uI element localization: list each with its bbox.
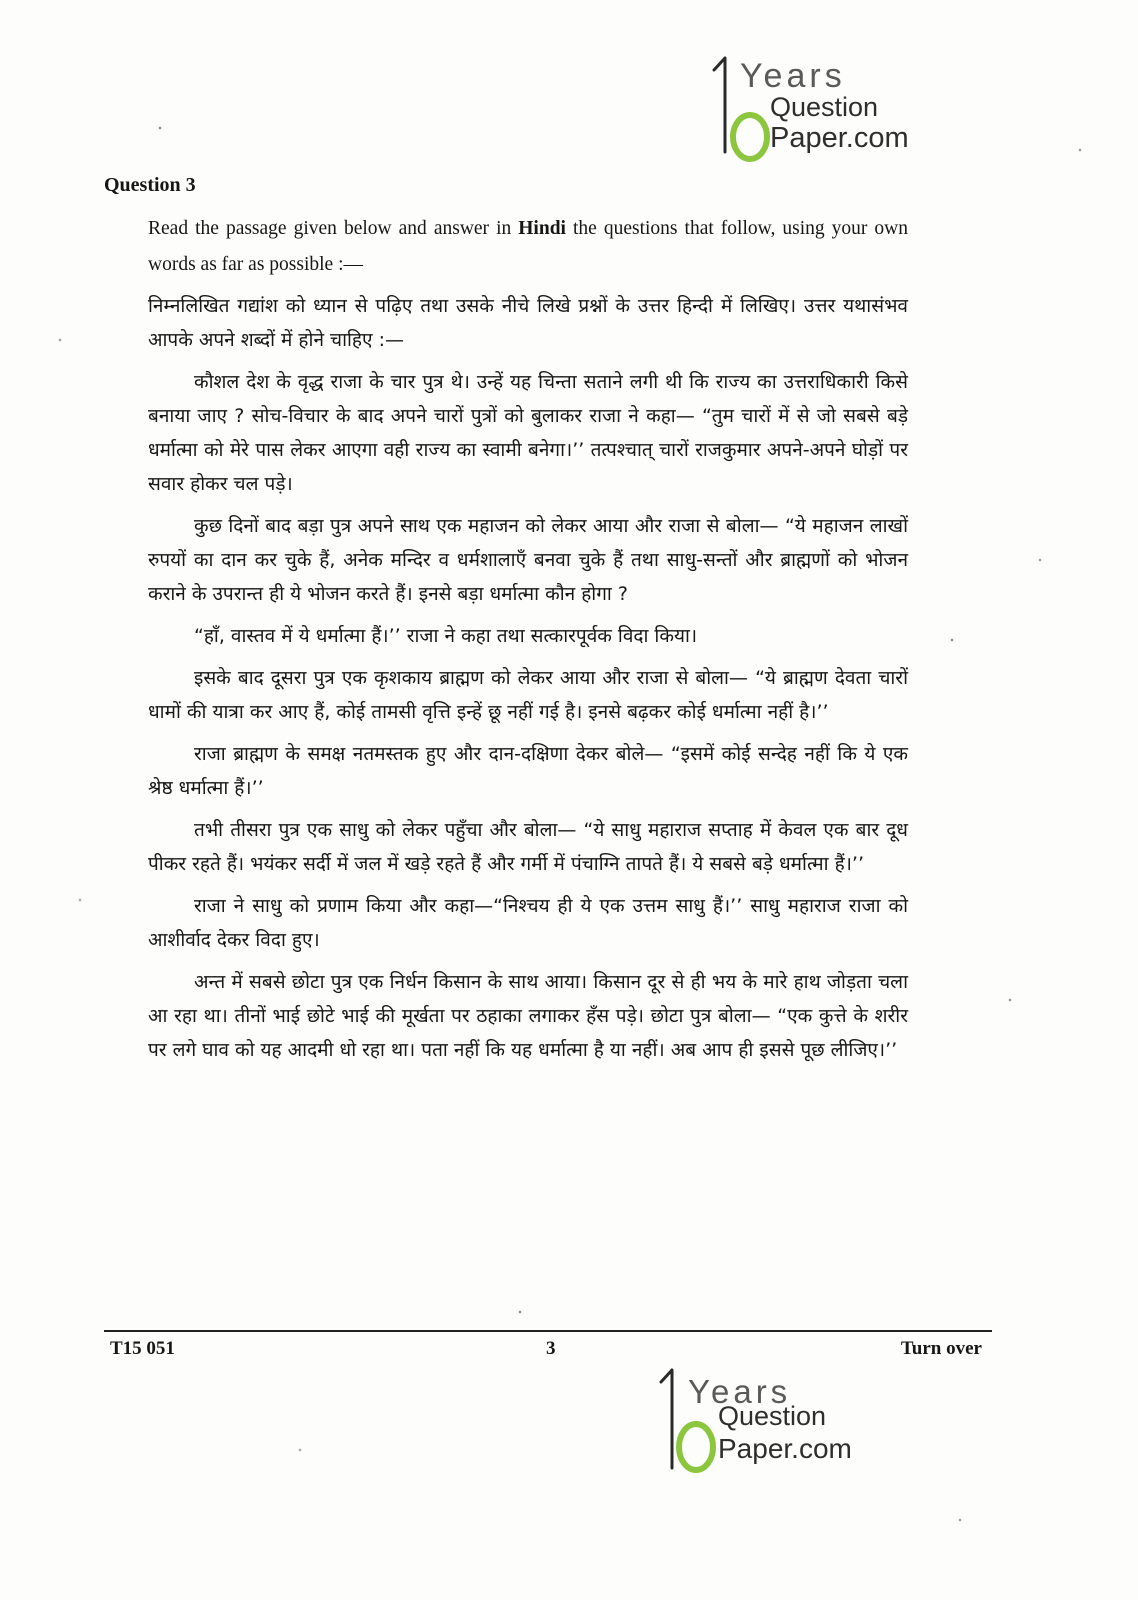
passage-paragraph: तभी तीसरा पुत्र एक साधु को लेकर पहुँचा और बोला— “ये साधु महाराज सप्ताह में केवल एक बार दूध पीकर रहते हैं। भयंकर सर्दी में जल में खड़े रहते हैं और गर्मी में पंचाग्नि तापते हैं। ये सबसे बड़े धर्मात्मा हैं।’’ (148, 819, 908, 875)
turn-over-note: Turn over (900, 1338, 982, 1359)
passage-paragraph: अन्त में सबसे छोटा पुत्र एक निर्धन किसान के साथ आया। किसान दूर से ही भय के मारे हाथ जोड़ता चला आ रहा था। तीनों भाई छोटे भाई की मूर्खता पर ठहाका लगाकर हँस पड़े। छोटा पुत्र बोला— “एक कुत्ते के शरीर पर लगे घाव को यह आदमी धो रहा था। पता नहीं कि यह धर्मात्मा है या नहीं। अब आप ही इससे पूछ लीजिए।’’ (148, 971, 908, 1061)
logo-word-paper: Paper.com (718, 1433, 852, 1464)
passage-paragraph: राजा ने साधु को प्रणाम किया और कहा—“निश्चय ही ये एक उत्तम साधु हैं।’’ साधु महाराज राजा को आशीर्वाद देकर विदा हुए। (148, 895, 908, 951)
question-heading: Question 3 (104, 174, 196, 196)
instruction-emphasis: Hindi (518, 218, 566, 239)
instruction-text-after: the questions that follow, using your own words as far as possible :— (148, 218, 908, 275)
instruction-text-before: Read the passage given below and answer in (148, 218, 519, 239)
passage-paragraph: कुछ दिनों बाद बड़ा पुत्र अपने साथ एक महाजन को लेकर आया और राजा से बोला— “ये महाजन लाखों रुपयों का दान कर चुके हैं, अनेक मन्दिर व धर्मशालाएँ बनवा चुके हैं तथा साधु-सन्तों और ब्राह्मणों को भोजन कराने के उपरान्त ही ये भोजन करते हैं। इनसे बड़ा धर्मात्मा कौन होगा ? (148, 515, 908, 605)
logo-word-paper: Paper.com (770, 122, 909, 154)
footer-logo (647, 1362, 862, 1477)
footer-divider (104, 1330, 992, 1332)
logo-numeral-one (714, 58, 725, 152)
logo-word-years: Years (688, 1373, 792, 1410)
logo-numeral-zero (679, 1424, 713, 1470)
logo-word-question: Question (770, 92, 879, 122)
logo-numeral-zero (733, 115, 767, 159)
english-instruction (148, 211, 908, 283)
logo-numeral-one (661, 1370, 672, 1468)
question-body (148, 211, 908, 1075)
logo-word-years: Years (740, 57, 846, 95)
passage-paragraph: “हाँ, वास्तव में ये धर्मात्मा हैं।’’ राजा ने कहा तथा सत्कारपूर्वक विदा किया। (194, 625, 698, 647)
hindi-instruction: निम्नलिखित गद्यांश को ध्यान से पढ़िए तथा उसके नीचे लिखे प्रश्नों के उत्तर हिन्दी में लिखिए। उत्तर यथासंभव आपके अपने शब्दों में होने चाहिए :— (148, 295, 908, 351)
paper-code: T15 051 (110, 1338, 175, 1359)
passage-paragraph: कौशल देश के वृद्ध राजा के चार पुत्र थे। उन्हें यह चिन्ता सताने लगी थी कि राज्य का उत्तराधिकारी किसे बनाया जाए ? सोच-विचार के बाद अपने चारों पुत्रों को बुलाकर राजा ने कहा— “तुम चारों में से जो सबसे बड़े धर्मात्मा को मेरे पास लेकर आएगा वही राज्य का स्वामी बनेगा।’’ तत्पश्चात् चारों राजकुमार अपने-अपने घोड़ों पर सवार होकर चल पड़े। (148, 371, 908, 495)
page-number: 3 (546, 1338, 556, 1359)
header-logo (700, 55, 915, 170)
passage-paragraph: राजा ब्राह्मण के समक्ष नतमस्तक हुए और दान-दक्षिणा देकर बोले— “इसमें कोई सन्देह नहीं कि ये एक श्रेष्ठ धर्मात्मा हैं।’’ (148, 743, 908, 799)
passage-paragraph: इसके बाद दूसरा पुत्र एक कृशकाय ब्राह्मण को लेकर आया और राजा से बोला— “ये ब्राह्मण देवता चारों धामों की यात्रा कर आए हैं, कोई तामसी वृत्ति इन्हें छू नहीं गई है। इनसे बढ़कर कोई धर्मात्मा नहीं है।’’ (148, 667, 908, 723)
logo-word-question: Question (718, 1401, 827, 1431)
